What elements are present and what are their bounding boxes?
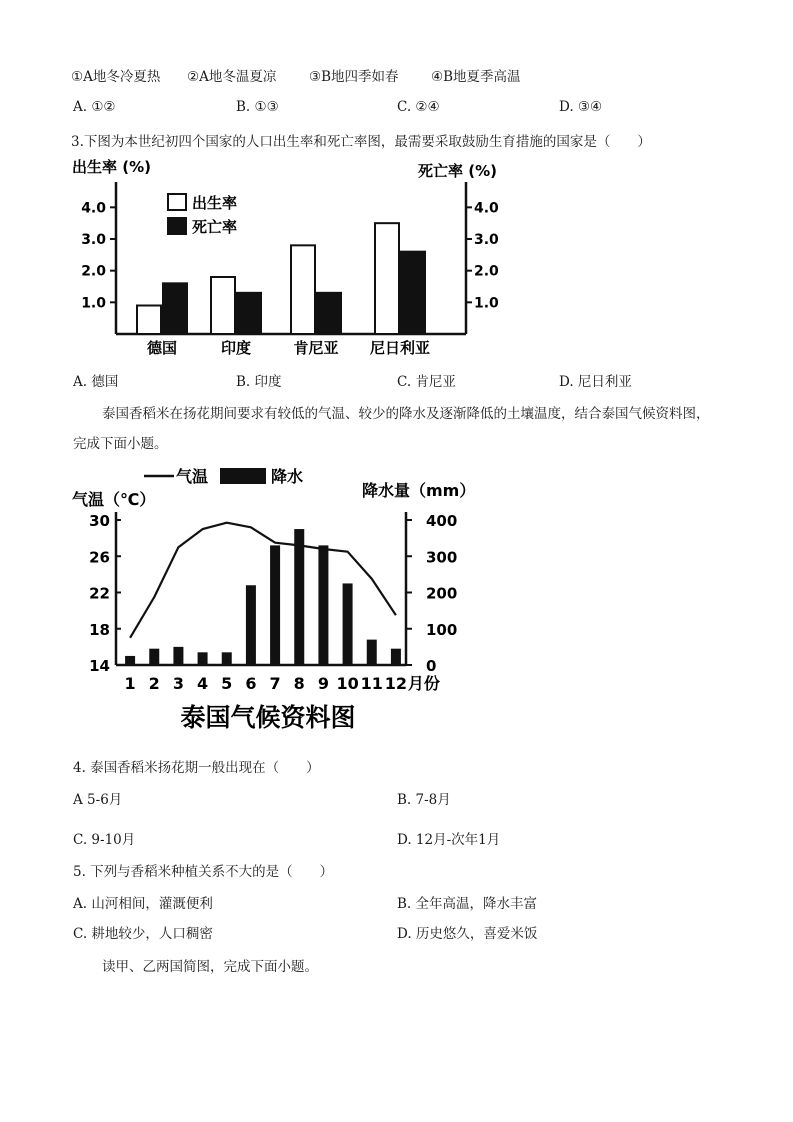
- precip-tick-label: 400: [426, 512, 458, 530]
- month-label: 7: [269, 674, 281, 693]
- month-label: 8: [293, 674, 305, 693]
- precipitation-bar: [270, 545, 280, 665]
- temp-axis-title: 气温（℃）: [72, 490, 156, 509]
- category-label: 肯尼亚: [293, 339, 339, 357]
- legend-label-precipitation: 降水: [271, 467, 304, 486]
- chart-title: 泰国气候资料图: [180, 703, 356, 732]
- left-tick-label: 1.0: [81, 295, 106, 312]
- q2-statement-4: ④B地夏季高温: [431, 69, 521, 85]
- legend-swatch-death: [168, 218, 186, 234]
- passage-line-2: 完成下面小题。: [73, 436, 168, 452]
- closing-instruction: 读甲、乙两国简图，完成下面小题。: [102, 959, 318, 975]
- precipitation-bar: [343, 583, 353, 665]
- q5-option-d: D. 历史悠久，喜爱米饭: [397, 926, 538, 942]
- temp-tick-label: 30: [89, 512, 110, 530]
- month-label: 9: [317, 674, 329, 693]
- legend-label-death: 死亡率: [192, 218, 238, 236]
- q2-option-a: A. ①②: [73, 99, 116, 115]
- precip-tick-label: 300: [426, 548, 458, 567]
- month-label: 11: [360, 674, 383, 693]
- precip-tick-label: 0: [426, 657, 437, 675]
- death-rate-bar: [317, 293, 341, 334]
- legend-swatch-precipitation: [220, 468, 266, 484]
- month-label: 10: [336, 674, 359, 693]
- month-label: 5: [221, 674, 233, 693]
- x-axis-suffix: 月份: [407, 674, 440, 693]
- precip-tick-label: 200: [426, 584, 458, 603]
- precip-tick-label: 100: [426, 620, 458, 639]
- q2-statement-2: ②A地冬温夏凉: [187, 69, 277, 85]
- q5-option-a: A. 山河相间，灌溉便利: [73, 896, 213, 912]
- q4-option-b: B. 7-8月: [397, 792, 451, 808]
- left-axis-title: 出生率 (%): [72, 158, 151, 176]
- right-tick-label: 1.0: [474, 295, 499, 312]
- q4-option-d: D. 12月-次年1月: [397, 832, 501, 848]
- birth-rate-bar: [291, 245, 315, 334]
- legend-label-temperature: 气温: [176, 467, 209, 486]
- q5-stem: 5. 下列与香稻米种植关系不大的是（ ）: [73, 864, 334, 880]
- precipitation-bar: [367, 640, 377, 665]
- legend-swatch-birth: [168, 194, 186, 210]
- left-tick-label: 3.0: [81, 232, 106, 248]
- q2-option-d: D. ③④: [559, 99, 603, 115]
- temperature-line: [130, 523, 396, 638]
- temp-tick-label: 22: [89, 584, 110, 603]
- temp-tick-label: 14: [89, 657, 110, 675]
- q3-option-b: B. 印度: [236, 374, 282, 390]
- q5-option-c: C. 耕地较少，人口稠密: [73, 926, 213, 942]
- q3-option-d: D. 尼日利亚: [559, 374, 632, 390]
- death-rate-bar: [163, 283, 187, 334]
- birth-rate-bar: [375, 223, 399, 334]
- legend-label-birth: 出生率: [192, 194, 238, 212]
- q3-option-c: C. 肯尼亚: [397, 374, 456, 390]
- q2-statement-1: ①A地冬冷夏热: [71, 69, 161, 85]
- left-tick-label: 4.0: [81, 200, 106, 217]
- right-axis-title: 死亡率 (%): [418, 162, 497, 180]
- birth-rate-bar: [211, 277, 235, 334]
- right-tick-label: 3.0: [474, 232, 499, 248]
- death-rate-bar: [237, 293, 261, 334]
- category-label: 印度: [220, 339, 252, 357]
- q2-option-b: B. ①③: [236, 99, 279, 115]
- q3-stem: 3.下图为本世纪初四个国家的人口出生率和死亡率图，最需要采取鼓励生育措施的国家是（ ）: [71, 134, 651, 150]
- death-rate-bar: [401, 252, 425, 334]
- q4-option-c: C. 9-10月: [73, 832, 136, 848]
- precipitation-bar: [173, 647, 183, 665]
- q4-option-a: A 5-6月: [73, 792, 123, 808]
- precipitation-bar: [222, 652, 232, 665]
- q3-option-a: A. 德国: [73, 374, 119, 390]
- month-label: 3: [172, 674, 184, 693]
- precipitation-bar: [246, 585, 256, 665]
- temp-tick-label: 26: [89, 548, 110, 567]
- month-label: 2: [148, 674, 160, 693]
- month-label: 12: [384, 674, 408, 693]
- passage-line-1: 泰国香稻米在扬花期间要求有较低的气温、较少的降水及逐渐降低的土壤温度，结合泰国气候资料图，: [102, 406, 710, 422]
- left-tick-label: 2.0: [81, 263, 106, 280]
- precipitation-bar: [391, 649, 401, 665]
- temp-tick-label: 18: [89, 620, 110, 639]
- q2-option-c: C. ②④: [397, 99, 440, 115]
- month-label: 6: [245, 674, 257, 693]
- precipitation-bar: [294, 529, 304, 665]
- precip-axis-title: 降水量（mm）: [362, 481, 476, 500]
- precipitation-bar: [198, 652, 208, 665]
- q2-statement-3: ③B地四季如春: [309, 69, 399, 85]
- month-label: 1: [124, 674, 136, 693]
- thailand-climate-chart: [68, 464, 478, 739]
- month-label: 4: [197, 674, 209, 693]
- birth-rate-bar: [137, 306, 161, 335]
- birth-death-rate-chart: [68, 152, 530, 362]
- precipitation-bar: [149, 649, 159, 665]
- precipitation-bar: [318, 545, 328, 665]
- q5-option-b: B. 全年高温，降水丰富: [397, 896, 538, 912]
- category-label: 尼日利亚: [369, 339, 431, 357]
- q4-stem: 4. 泰国香稻米扬花期一般出现在（ ）: [73, 760, 320, 776]
- category-label: 德国: [146, 339, 178, 357]
- right-tick-label: 4.0: [474, 200, 499, 217]
- precipitation-bar: [125, 656, 135, 665]
- right-tick-label: 2.0: [474, 263, 499, 280]
